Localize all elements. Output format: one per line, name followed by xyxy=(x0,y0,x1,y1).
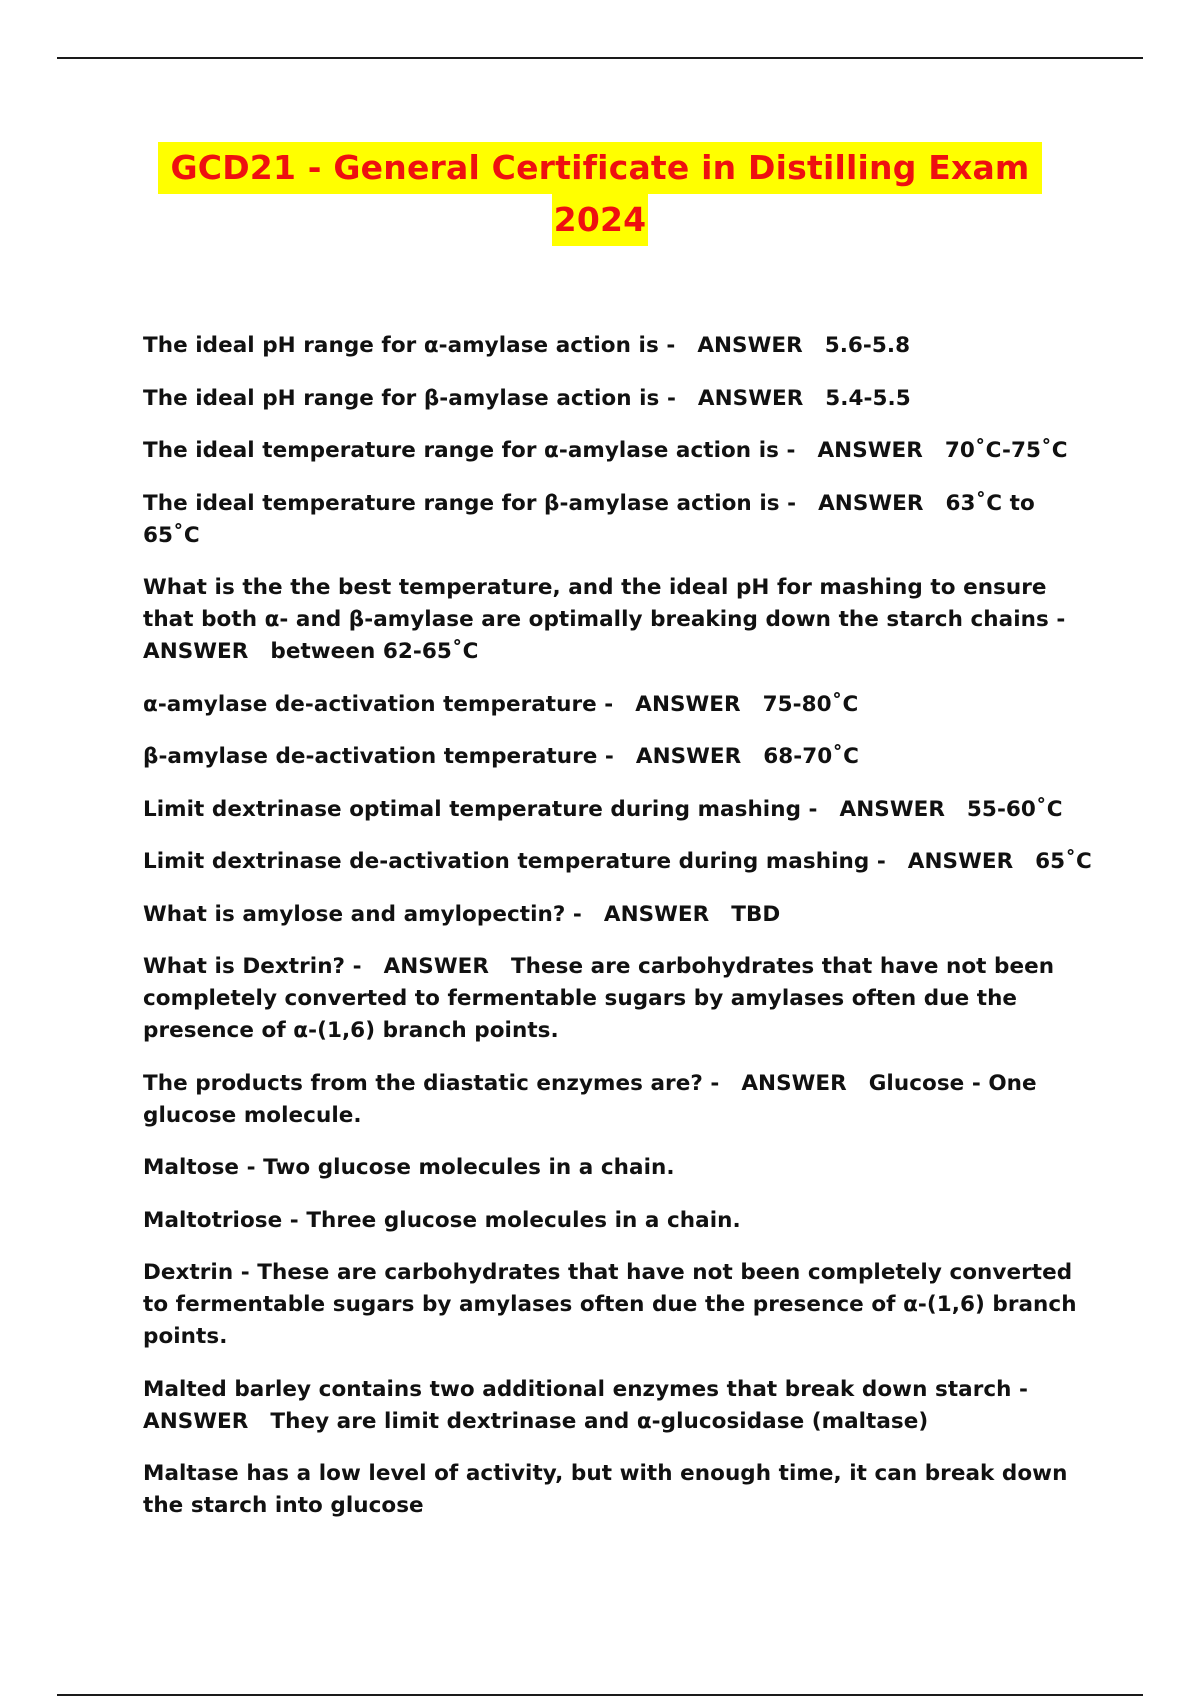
qa-item: What is amylose and amylopectin? - ANSWER TBD xyxy=(143,901,781,927)
qa-list xyxy=(143,330,1093,1543)
paragraph: Maltase has a low level of activity, but with enough time, it can break down the starch into glucose xyxy=(143,1461,1068,1518)
paragraph: Maltotriose - Three glucose molecules in a chain. xyxy=(143,1207,741,1233)
document-title xyxy=(0,142,1200,246)
qa-item: The ideal pH range for α-amylase action is - ANSWER 5.6-5.8 xyxy=(143,333,911,358)
qa-item: The ideal temperature range for α-amylase action is - ANSWER 70˚C-75˚C xyxy=(143,438,1068,463)
bottom-rule xyxy=(57,1694,1143,1696)
top-rule xyxy=(57,57,1143,59)
title-line-2: 2024 xyxy=(552,194,649,246)
paragraph: Maltose - Two glucose molecules in a chain. xyxy=(143,1155,675,1180)
qa-item: α-amylase de-activation temperature - ANSWER 75-80˚C xyxy=(143,691,859,717)
title-line-1: GCD21 - General Certificate in Distilling Exam xyxy=(158,142,1041,194)
qa-item: β-amylase de-activation temperature - ANSWER 68-70˚C xyxy=(143,744,859,769)
qa-item: The ideal pH range for β-amylase action is - ANSWER 5.4-5.5 xyxy=(143,385,911,411)
paragraph: Dextrin - These are carbohydrates that have not been completely converted to fermentable sugars by amylases often due the presence of α-(1,6) branch points. xyxy=(143,1260,1077,1349)
qa-item: What is Dextrin? - ANSWER These are carbohydrates that have not been completely converted to fermentable sugars by amylases often due the presence of α-(1,6) branch points. xyxy=(143,954,1055,1043)
qa-item: Limit dextrinase optimal temperature during mashing - ANSWER 55-60˚C xyxy=(143,796,1063,822)
qa-item: Limit dextrinase de-activation temperature during mashing - ANSWER 65˚C xyxy=(143,849,1092,874)
qa-item: The ideal temperature range for β-amylase action is - ANSWER 63˚C to 65˚C xyxy=(143,490,1035,548)
qa-item: The products from the diastatic enzymes are? - ANSWER Glucose - One glucose molecule. xyxy=(143,1070,1037,1128)
qa-item: What is the the best temperature, and the ideal pH for mashing to ensure that both α- and β-amylase are optimally breaking down the starch chains - ANSWER between 62-65˚C xyxy=(143,575,1066,664)
qa-item: Malted barley contains two additional enzymes that break down starch - ANSWER They are limit dextrinase and α-glucosidase (maltase) xyxy=(143,1376,1029,1434)
